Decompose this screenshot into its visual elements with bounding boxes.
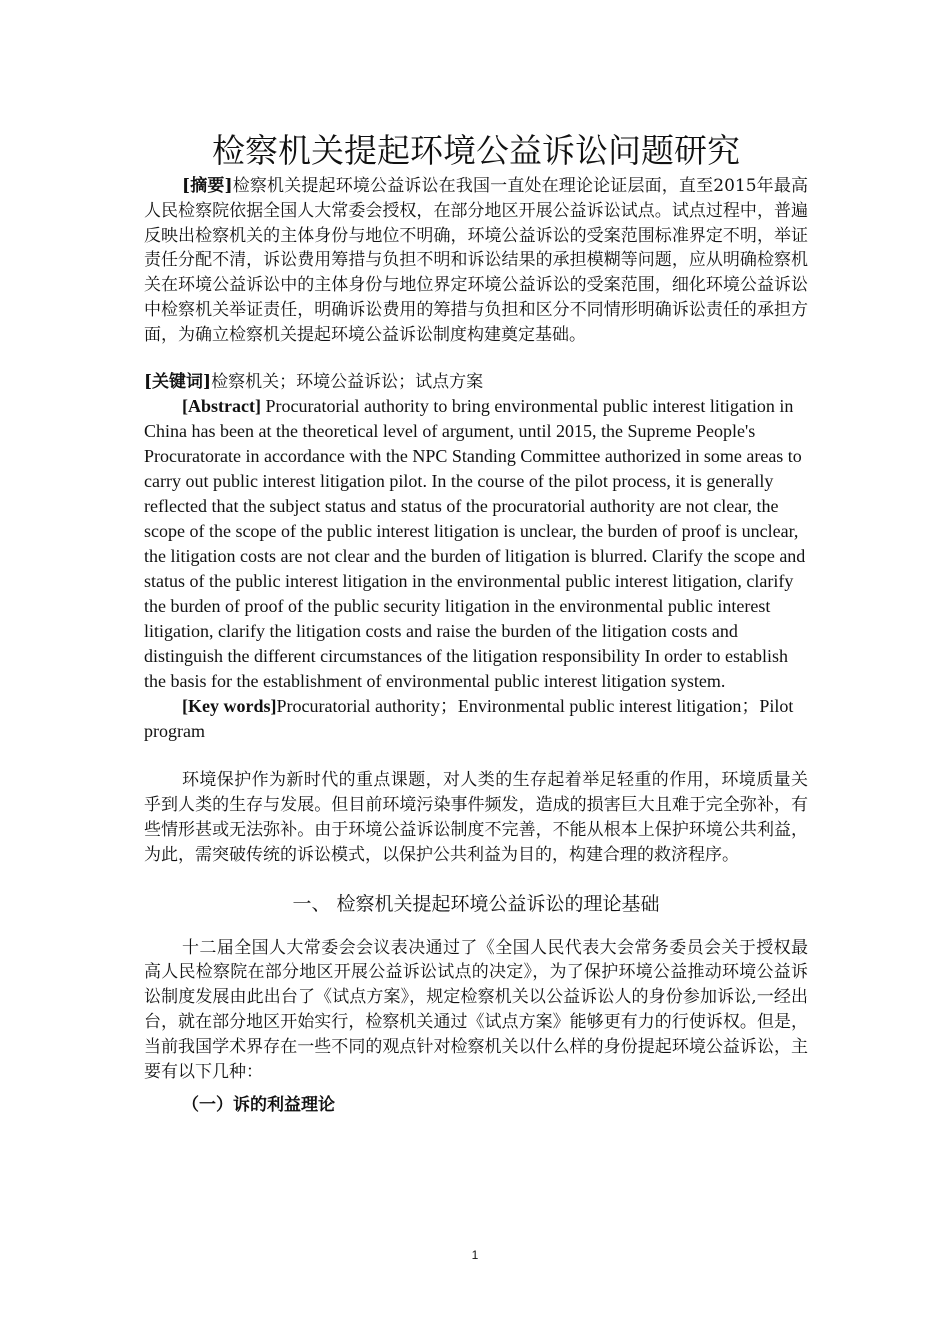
introduction-paragraph: 环境保护作为新时代的重点课题，对人类的生存起着举足轻重的作用，环境质量关乎到人类的生存与发展。但目前环境污染事件频发，造成的损害巨大且难于完全弥补，有些情形甚或无法弥补。由于环境公益诉讼制度不完善，不能从根本上保护环境公共利益，为此，需突破传统的诉讼模式，以保护公共利益为目的，构建合理的救济程序。 — [144, 770, 808, 865]
chinese-keywords-paragraph — [144, 370, 808, 395]
section-one-paragraph: 十二届全国人大常委会会议表决通过了《全国人民代表大会常务委员会关于授权最高人民检察院在部分地区开展公益诉讼试点的决定》，为了保护环境公益推动环境公益诉讼制度发展由此出台了《试点方案》，规定检察机关以公益诉讼人的身份参加诉讼,一经出台，就在部分地区开始实行，检察机关通过《试点方案》能够更有力的行使诉权。但是，当前我国学术界存在一些不同的观点针对检察机关以什么样的身份提起环境公益诉讼，主要有以下几种： — [144, 937, 808, 1082]
english-abstract-paragraph — [144, 394, 808, 694]
chinese-abstract-text: 检察机关提起环境公益诉讼在我国一直处在理论论证层面，直至2015年最高人民检察院依据全国人大常委会授权，在部分地区开展公益诉讼试点。试点过程中，普遍反映出检察机关的主体身份与地位不明确，环境公益诉讼的受案范围标准界定不明，举证责任分配不清，诉讼费用筹措与负担不明和诉讼结果的承担模糊等问题，应从明确检察机关在环境公益诉讼中的主体身份与地位界定环境公益诉讼的受案范围，细化环境公益诉讼中检察机关举证责任，明确诉讼费用的筹措与负担和区分不同情形明确诉讼责任的承担方面，为确立检察机关提起环境公益诉讼制度构建奠定基础。 — [144, 176, 808, 345]
document-content — [144, 128, 808, 1120]
blank-line — [144, 744, 808, 768]
english-keywords-text: Procuratorial authority；Environmental public interest litigation；Pilot program — [144, 696, 794, 742]
document-title: 检察机关提起环境公益诉讼问题研究 — [212, 131, 740, 170]
page-number: 1 — [471, 1248, 479, 1262]
chinese-abstract-label: [摘要] — [182, 176, 233, 196]
english-abstract-text: Procuratorial authority to bring environmental public interest litigation in China has been at the theoretical level of argument, until 2015, the Supreme People's Procuratorate in accordance with the NPC Standing Committee authorized in some areas to carry out public interest litigation pilot. In the course of the pilot process, it is generally reflected that the subject status and status of the procuratorial authority are not clear, the scope of the scope of the public interest litigation is unclear, the burden of proof is unclear, the litigation costs are not clear and the burden of litigation is blurred. Clarify the scope and status of the public interest litigation in the environmental public interest litigation, clarify the burden of proof of the public security litigation in the environmental public interest litigation, clarify the litigation costs and raise the burden of the litigation costs and distinguish the different circumstances of the litigation responsibility In order to establish the basis for the establishment of environmental public interest litigation system. — [144, 396, 806, 692]
section-one-subheading: （一）诉的利益理论 — [182, 1095, 335, 1116]
english-keywords-label: [Key words] — [182, 696, 277, 717]
english-abstract-label: [Abstract] — [182, 396, 261, 417]
english-keywords-paragraph — [144, 694, 808, 744]
chinese-keywords-label: [关键词] — [144, 371, 212, 392]
section-one-heading: 一、 检察机关提起环境公益诉讼的理论基础 — [292, 892, 660, 915]
chinese-keywords-text: 检察机关；环境公益诉讼；试点方案 — [211, 371, 484, 392]
chinese-abstract-paragraph — [144, 174, 808, 348]
